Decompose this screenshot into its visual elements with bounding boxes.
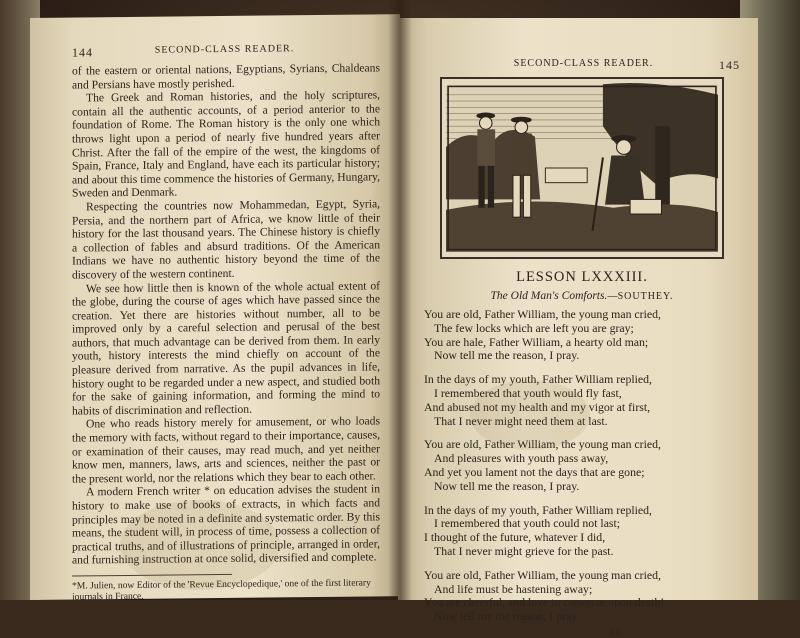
poem-line: In the days of my youth, Father William replied, [424,502,652,517]
poem-line: In the days of my youth, Father William replied, [424,372,652,387]
left-body-text [72,61,380,567]
poem-line: And pleasures with youth pass away, [434,451,609,466]
poem-line: That I never might need them at last. [434,413,608,428]
poem-line: That I never might grieve for the past. [434,543,614,558]
left-running-head [72,42,380,60]
right-running-head [424,58,740,73]
right-running-head-title: SECOND-CLASS READER. [513,58,654,69]
left-page-number: 144 [72,45,93,60]
paragraph: Respecting the countries now Mohammedan, Egypt, Syria, Persia, and the northern part of Africa, we know little of their history for the last thousand years. The Chinese history is chiefly a collection of fables and absurd traditions. Of the American Indians we have no authentic history beyond the time of the discovery of the western continent. [72,197,380,282]
signature-mark: 13 [609,625,620,638]
stanza [424,308,740,363]
paragraph: We see how little then is known of the whole actual extent of the globe, during the course of ages which have passed since the creation. Yet there are histories without number, all to be improved only by a careful selection and perusal of the best authors, that much advantage can be derived from them. In early youth, history interests the mind chiefly on account of the pleasure derived from narrative. As the pupil advances in life, history ought to be regarded under a new aspect, and studied both for the sake of gaining information, and forming the mind to habits of discrimination and reflection. [72,278,380,418]
book-gutter [388,0,412,600]
poem-line: You are hale, Father William, a hearty old man; [424,334,649,349]
poem-line: The few locks which are left you are gray; [434,320,634,335]
woodcut-illustration [440,77,724,259]
right-page-number: 145 [719,58,740,72]
poem-line: Now tell me the reason, I pray. [434,478,580,493]
left-running-head-title: SECOND-CLASS READER. [154,43,295,56]
paragraph: The Greek and Roman histories, and the holy scriptures, contain all the authentic accounts, of a period anterior to the foundation of Rome. The Roman history is the only one which throws light upon a period of nearly five hundred years after Christ. After the fall of the empire of the west, the kingdoms of Spain, France, Italy and England, have each its particular history; and about this time commence the histories of Germany, Hungary, Sweden and Denmark. [72,88,380,200]
poem-line: Now tell me the reason, I pray. [434,348,580,363]
poem-line: And yet you lament not the days that are gone; [424,464,645,479]
poem-author: SOUTHEY. [617,291,674,302]
lesson-title: LESSON LXXXIII. [516,269,648,285]
poem-line: I remembered that youth could not last; [434,516,621,531]
paragraph: One who reads history merely for amusement, or who loads the memory with facts, without regard to their importance, causes, or examination of their causes, may read much, and yet neither know men, manners, laws, arts and sciences, neither the past or the present world, nor the relations which they bear to each other. [72,414,380,486]
poem-title [424,290,740,302]
poem-line: And life must be hastening away; [434,581,593,596]
right-page [398,18,758,638]
footnote-rule [72,574,232,577]
poem-line: I remembered that youth would fly fast, [434,385,622,400]
stanza [424,438,740,493]
poem-line: I thought of the future, whatever I did, [424,530,606,545]
poem-line: You are old, Father William, the young man cried, [424,567,661,582]
poem-title-text: The Old Man's Comforts.— [490,290,618,302]
stanza [424,569,740,624]
left-page [30,14,400,604]
poem-line: And abused not my health and my vigor at first, [424,399,651,414]
poem-line: You are cheerful, and love to converse upon death! [424,595,665,610]
stanza [424,373,740,428]
paragraph: of the eastern or oriental nations, Egyptians, Syrians, Chaldeans and Persians have mostly perished. [72,61,380,92]
stanza [424,504,740,559]
poem-line: You are old, Father William, the young man cried, [424,437,661,452]
paragraph: A modern French writer * on education advises the student in history to make use of books of extracts, in which facts and principles may be noted in a definite and systematic order. By this means, the student will, in process of time, possess a collection of practical truths, and of illustrations of principle, arranged in order, and furnishing instruction at once solid, diversified and complete. [72,482,380,567]
footnote: *M. Julien, now Editor of the 'Revue Encyclopedique,' one of the first literary journals in France. [72,577,371,604]
poem-line: You are old, Father William, the young man cried, [424,307,661,321]
poem-line: Now tell me the reason, I pray. [434,609,580,624]
woodcut-illustration-art [446,83,718,253]
